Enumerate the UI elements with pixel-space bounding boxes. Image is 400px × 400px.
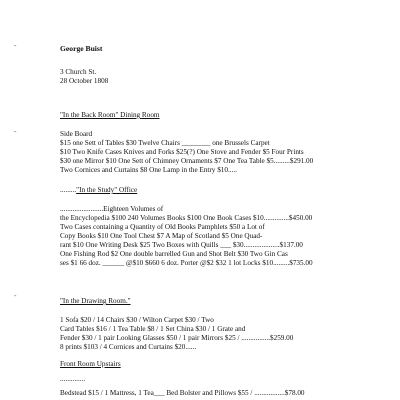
back-room-heading: "In the Back Room" Dining Room: [60, 111, 160, 119]
study-heading-prefix: .........: [60, 186, 77, 194]
margin-mark: -: [14, 292, 17, 300]
drawing-room-line: 8 prints $103 / 4 Cornices and Curtains $20......: [60, 343, 197, 351]
study-line: rant $10 One Writing Desk $25 Two Boxes with Quills ___ $30....................$137.00: [60, 241, 303, 249]
back-room-line: $10 Two Knife Cases Knives and Forks $25(?) One Stove and Fender $5 Four Prints: [60, 148, 304, 156]
study-line: ........................Eighteen Volumes of: [60, 205, 164, 213]
study-line: One Fishing Rod $2 One double barrelled Gun and Shot Belt $30 Two Gin Cas: [60, 250, 288, 258]
drawing-room-line: 1 Sofa $20 / 14 Chairs $30 / Wilton Carpet $30 / Two: [60, 316, 214, 324]
study-heading-line: [60, 186, 137, 195]
back-room-line: Side Board: [60, 130, 93, 138]
drawing-room-line: Fender $30 / 1 pair Looking Glasses $50 / 1 pair Mirrors $25 / ................$259.00: [60, 334, 294, 342]
author-name: George Buist: [60, 44, 103, 53]
study-line: the Encyclopedia $100 240 Volumes Books $100 One Book Cases $10..............$450.00: [60, 214, 313, 222]
front-room-line: Bedstead $15 / 1 Mattress, 1 Tea___ Bed Bolster and Pillows $55 / .................$78.00: [60, 389, 305, 397]
date: 28 October 1808: [60, 77, 109, 85]
study-line: Two Cases containing a Quantity of Old Books Pamphlets $50 a Lot of: [60, 223, 265, 231]
front-room-dots: ..............: [60, 375, 86, 383]
study-line: Copy Books $10 One Tool Chest $7 A Map of Scotland $5 One Quad-: [60, 232, 263, 240]
margin-mark: -: [14, 128, 17, 136]
back-room-line: $15 one Sett of Tables $30 Twelve Chairs ________ one Brussels Carpet: [60, 139, 270, 147]
drawing-room-line: Card Tables $16 / 1 Tea Table $8 / 1 Set China $30 / 1 Grate and: [60, 325, 246, 333]
address: 3 Church St.: [60, 68, 97, 76]
back-room-line: Two Cornices and Curtains $8 One Lamp in the Entry $10.....: [60, 166, 237, 174]
drawing-room-heading: "In the Drawing Room.": [60, 297, 131, 305]
back-room-line: $30 one Mirror $10 One Sett of Chimney Ornaments $7 One Tea Table $5.........$291.00: [60, 157, 314, 165]
front-room-heading: Front Room Upstairs: [60, 360, 121, 368]
study-heading: "In the Study" Office: [76, 186, 138, 194]
study-line: ses $1 66 doz. ______ @$10 $660 6 doz. Porter @$2 $32 1 lot Locks $10.........$735.00: [60, 259, 313, 267]
margin-mark: -: [14, 42, 17, 50]
